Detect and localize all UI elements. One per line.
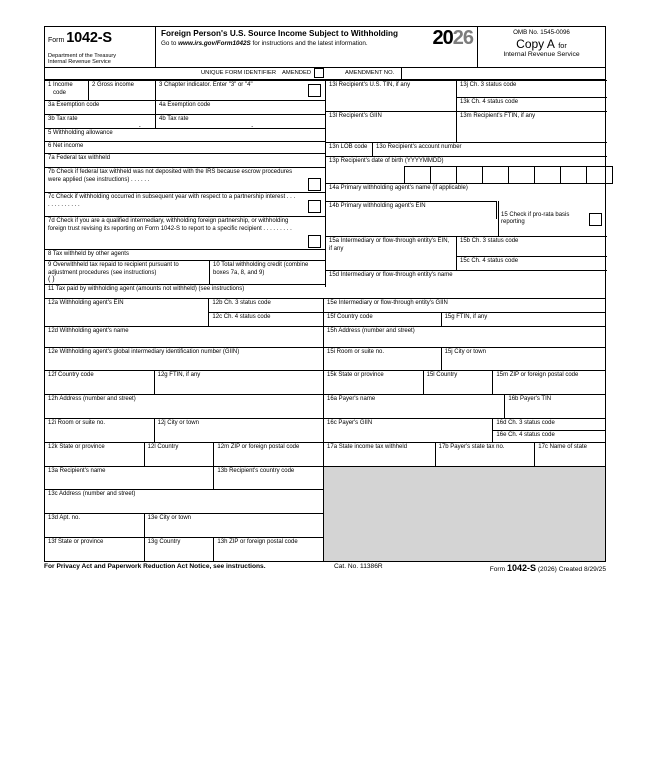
- field-12j-city[interactable]: 12j City or town: [155, 418, 324, 442]
- goto-suffix: for instructions and the latest information.: [252, 40, 368, 47]
- shaded-area-1: [324, 466, 605, 489]
- field-15b-ch3-status[interactable]: 15b Ch. 3 status code: [457, 236, 607, 256]
- form-number-label: 1042-S: [66, 30, 112, 46]
- row-12f: [45, 370, 605, 394]
- copy-designation: [481, 37, 602, 51]
- row-exemption-code: [45, 100, 325, 114]
- field-7b-checkbox[interactable]: [308, 178, 321, 191]
- row-13d: [45, 513, 605, 537]
- dob-box[interactable]: [508, 166, 534, 184]
- field-7c-checkbox[interactable]: [308, 200, 321, 213]
- field-3b-decimal: .: [138, 119, 141, 129]
- row-14a: [325, 183, 607, 201]
- field-13f-state-province[interactable]: 13f State or province: [45, 537, 145, 561]
- field-15j-city[interactable]: 15j City or town: [442, 347, 605, 370]
- form-instructions-link[interactable]: [161, 40, 473, 47]
- row-13a: [45, 466, 605, 489]
- row-13k: [325, 97, 607, 111]
- field-13g-country[interactable]: 13g Country: [145, 537, 215, 561]
- field-12k-state-province[interactable]: 12k State or province: [45, 442, 145, 466]
- field-9-parenthesis: ( ): [48, 275, 55, 283]
- privacy-notice: For Privacy Act and Paperwork Reduction Act Notice, see instructions.: [44, 563, 266, 571]
- left-column: [45, 80, 325, 298]
- field-13a-recipient-name[interactable]: 13a Recipient's name: [45, 466, 214, 489]
- field-13i-spacer: [325, 97, 457, 111]
- row-13c: [45, 489, 605, 513]
- row-8: [45, 249, 325, 260]
- field-13h-zip[interactable]: 13h ZIP or foreign postal code: [214, 537, 324, 561]
- field-15e-intermediary-giin[interactable]: 15e Intermediary or flow-through entity's GIIN: [324, 298, 605, 312]
- omb-number: OMB No. 1545-0096: [513, 29, 570, 36]
- row-income: [45, 80, 325, 100]
- row-7c: [45, 192, 325, 216]
- field-14a-primary-agent-name[interactable]: 14a Primary withholding agent's name (if applicable): [325, 183, 607, 201]
- dob-box[interactable]: [586, 166, 613, 184]
- header-right: [477, 27, 605, 67]
- field-15a-spacer: [325, 256, 457, 270]
- form-footer: [44, 563, 606, 573]
- form-prefix-label: Form: [48, 37, 65, 44]
- row-13p: [325, 156, 607, 183]
- copy-recipient-label: Internal Revenue Service: [503, 51, 580, 58]
- field-6-net-income[interactable]: 6 Net income: [45, 141, 325, 153]
- header-center: [155, 27, 477, 67]
- field-13k-ch4-status[interactable]: 13k Ch. 4 status code: [457, 97, 607, 111]
- row-13i: [325, 80, 607, 97]
- row-12e: [45, 347, 605, 370]
- field-13n-lob-code[interactable]: 13n LOB code: [325, 142, 373, 156]
- field-5-withholding-allowance[interactable]: 5 Withholding allowance: [45, 128, 325, 141]
- field-15f-country-code[interactable]: 15f Country code: [324, 312, 442, 326]
- field-15g-ftin[interactable]: 15g FTIN, if any: [442, 312, 605, 326]
- row-7b: [45, 167, 325, 192]
- field-12e-agent-giin[interactable]: 12e Withholding agent's global intermediary identification number (GIIN): [45, 347, 324, 370]
- row-12a: [45, 298, 605, 312]
- field-17a-state-tax-withheld[interactable]: 17a State income tax withheld: [324, 442, 436, 466]
- field-13o-account-number[interactable]: 13o Recipient's account number: [373, 142, 607, 156]
- unique-form-identifier-row: [44, 67, 606, 80]
- dept-line-1: Department of the Treasury: [48, 53, 117, 59]
- form-body: [44, 80, 606, 562]
- department-label: [48, 53, 152, 66]
- field-8-tax-withheld-other[interactable]: 8 Tax withheld by other agents: [45, 249, 325, 260]
- field-15-checkbox[interactable]: [589, 213, 602, 226]
- row-15c: [325, 256, 607, 270]
- field-4a-exemption-code[interactable]: 4a Exemption code: [156, 100, 325, 114]
- field-12m-zip[interactable]: 12m ZIP or foreign postal code: [214, 442, 324, 466]
- field-12c-ch4-status[interactable]: 12c Ch. 4 status code: [209, 312, 324, 326]
- footer-form-suffix: (2026) Created 8/29/25: [537, 566, 606, 574]
- field-12i-room-suite[interactable]: 12i Room or suite no.: [45, 418, 155, 442]
- field-15c-ch4-status[interactable]: 15c Ch. 4 status code: [457, 256, 607, 270]
- footer-form-prefix: Form: [489, 566, 506, 574]
- field-12d-agent-name[interactable]: 12d Withholding agent's name: [45, 326, 324, 347]
- field-9-overwithheld-repaid[interactable]: 9 Overwithheld tax repaid to recipient pursuant to adjustment procedures (see instructions) ( ): [45, 260, 210, 284]
- amended-checkbox[interactable]: [314, 68, 324, 78]
- field-12g-ftin[interactable]: 12g FTIN, if any: [155, 370, 324, 394]
- field-7a-federal-tax-withheld[interactable]: 7a Federal tax withheld: [45, 153, 325, 167]
- catalog-number: Cat. No. 11386R: [334, 563, 383, 571]
- form-number-block: [48, 30, 152, 46]
- field-13l-recipient-giin[interactable]: 13l Recipient's GIIN: [325, 111, 457, 142]
- dob-box[interactable]: [534, 166, 560, 184]
- field-7d-qi-check[interactable]: 7d Check if you are a qualified intermediary, withholding foreign partnership, or withholding foreign trust revising its reporting on Form 1042-S to report to a specific recipient . . . . . . . . .: [45, 216, 325, 249]
- field-15k-state-province[interactable]: 15k State or province: [324, 370, 424, 394]
- field-16e-ch4-status[interactable]: 16e Ch. 4 status code: [496, 431, 555, 438]
- dob-box[interactable]: [430, 166, 456, 184]
- field-7c-subsequent-year-check[interactable]: 7c Check if withholding occurred in subsequent year with respect to a partnership interest . . . . . . . . . . . . .: [45, 192, 325, 216]
- field-13m-recipient-ftin[interactable]: 13m Recipient's FTIN, if any: [457, 111, 607, 142]
- field-15l-country[interactable]: 15l Country: [424, 370, 494, 394]
- field-16d-16e-wrap: [493, 418, 605, 442]
- field-1-income-code[interactable]: 1 Income code: [45, 80, 89, 100]
- irs-url[interactable]: www.irs.gov/Form1042S: [178, 40, 251, 47]
- field-4b-decimal: .: [251, 119, 254, 129]
- dob-box[interactable]: [456, 166, 482, 184]
- field-13j-ch3-status[interactable]: 13j Ch. 3 status code: [457, 80, 607, 97]
- row-12c: [45, 312, 605, 326]
- dob-box[interactable]: [560, 166, 586, 184]
- form-title: Foreign Person's U.S. Source Income Subject to Withholding: [161, 29, 399, 38]
- dob-box[interactable]: [482, 166, 508, 184]
- year-suffix: 26: [452, 27, 473, 49]
- field-15-prorata-wrap: 15 Check if pro-rata basis reporting: [325, 219, 607, 236]
- field-12h-address[interactable]: 12h Address (number and street): [45, 394, 324, 418]
- form-header: [44, 26, 606, 67]
- row-7a: [45, 153, 325, 167]
- field-16a-payer-name[interactable]: 16a Payer's name: [324, 394, 505, 418]
- field-13d-apt-no[interactable]: 13d Apt. no.: [45, 513, 145, 537]
- shaded-area-4: [324, 537, 605, 561]
- field-13b-recipient-country-code[interactable]: 13b Recipient's country code: [214, 466, 324, 489]
- amendment-no-field[interactable]: [401, 68, 440, 79]
- field-17b-payer-state-tax-no[interactable]: 17b Payer's state tax no.: [436, 442, 536, 466]
- field-16d-ch3-status[interactable]: 16d Ch. 3 status code: [493, 419, 605, 431]
- field-13p-recipient-dob[interactable]: 13p Recipient's date of birth (YYYYMMDD): [325, 156, 607, 183]
- field-15d-intermediary-name[interactable]: 15d Intermediary or flow-through entity's name: [325, 270, 607, 287]
- field-12a-spacer: [45, 312, 209, 326]
- dob-boxes[interactable]: [404, 166, 613, 184]
- amended-label: AMENDED: [282, 70, 312, 77]
- col-divider-14b: [326, 201, 499, 236]
- field-15a-intermediary-ein[interactable]: 15a Intermediary or flow-through entity's EIN, if any: [325, 236, 457, 256]
- goto-prefix: Go to: [161, 40, 177, 47]
- footer-form-number: 1042-S: [506, 563, 536, 574]
- field-7b-escrow-check[interactable]: 7b Check if federal tax withheld was not deposited with the IRS because escrow procedures were applied (see instructions) . . . . . .: [45, 167, 325, 192]
- row-6: [45, 141, 325, 153]
- field-12f-country-code[interactable]: 12f Country code: [45, 370, 155, 394]
- tax-year: [433, 27, 474, 50]
- header-left: [45, 27, 155, 67]
- copy-a-label: Copy A: [516, 37, 555, 51]
- field-7d-checkbox[interactable]: [308, 235, 321, 248]
- row-12h: [45, 394, 605, 418]
- row-15-prorata: [325, 211, 607, 236]
- field-15h-address[interactable]: 15h Address (number and street): [324, 326, 605, 347]
- row-15a: [325, 236, 607, 256]
- row-9-10: [45, 260, 325, 284]
- row-12i: [45, 418, 605, 442]
- unique-id-boxes[interactable]: [87, 68, 198, 79]
- amendment-no-label: AMENDMENT NO.: [345, 70, 395, 77]
- row-tax-rate: [45, 114, 325, 128]
- row-11: [45, 284, 325, 298]
- row-1: [45, 80, 605, 298]
- field-3a-exemption-code[interactable]: 3a Exemption code: [45, 100, 156, 114]
- row-12k: [45, 442, 605, 466]
- shaded-area-2: [324, 489, 605, 513]
- field-12l-country[interactable]: 12l Country: [145, 442, 215, 466]
- field-12a-agent-ein[interactable]: 12a Withholding agent's EIN: [45, 298, 209, 312]
- field-10-total-withholding-credit[interactable]: 10 Total withholding credit (combine boxes 7a, 8, and 9): [210, 260, 325, 284]
- copy-for-label: for: [558, 41, 567, 50]
- field-13e-city[interactable]: 13e City or town: [145, 513, 324, 537]
- row-5: [45, 128, 325, 141]
- field-11-tax-paid-by-agent[interactable]: 11 Tax paid by withholding agent (amounts not withheld) (see instructions): [45, 284, 325, 298]
- row-15d: [325, 270, 607, 287]
- field-12b-ch3-status[interactable]: 12b Ch. 3 status code: [209, 298, 324, 312]
- field-2-gross-income[interactable]: 2 Gross income: [89, 80, 156, 100]
- dob-box[interactable]: [404, 166, 430, 184]
- field-15i-room-suite[interactable]: 15i Room or suite no.: [324, 347, 442, 370]
- field-4b-tax-rate[interactable]: 4b Tax rate .: [156, 114, 325, 128]
- field-3-box[interactable]: [308, 84, 321, 97]
- unique-form-identifier-label: UNIQUE FORM IDENTIFIER: [201, 70, 277, 77]
- footer-form-id: [454, 563, 606, 573]
- row-13f: [45, 537, 605, 561]
- row-13n: [325, 142, 607, 156]
- field-16b-payer-tin[interactable]: 16b Payer's TIN: [505, 394, 605, 418]
- field-13c-address[interactable]: 13c Address (number and street): [45, 489, 324, 513]
- field-3b-tax-rate[interactable]: 3b Tax rate .: [45, 114, 156, 128]
- field-13i-recipient-tin[interactable]: 13i Recipient's U.S. TIN, if any: [325, 80, 457, 97]
- right-column-upper: [325, 80, 607, 298]
- row-13l: [325, 111, 607, 142]
- row-7d: [45, 216, 325, 249]
- field-17c-name-of-state[interactable]: 17c Name of state: [535, 442, 605, 466]
- dept-line-2: Internal Revenue Service: [48, 59, 111, 66]
- amended-section: [279, 68, 605, 79]
- year-prefix: 20: [432, 27, 453, 49]
- field-14b-primary-agent-ein[interactable]: 14b Primary withholding agent's EIN: [325, 201, 497, 219]
- row-12d: [45, 326, 605, 347]
- field-15m-zip[interactable]: 15m ZIP or foreign postal code: [493, 370, 605, 394]
- field-3-chapter-indicator[interactable]: 3 Chapter indicator. Enter "3" or "4": [156, 80, 325, 100]
- field-16c-payer-giin[interactable]: 16c Payer's GIIN: [324, 418, 493, 442]
- shaded-area-3: [324, 513, 605, 537]
- form-1042s: [44, 26, 606, 573]
